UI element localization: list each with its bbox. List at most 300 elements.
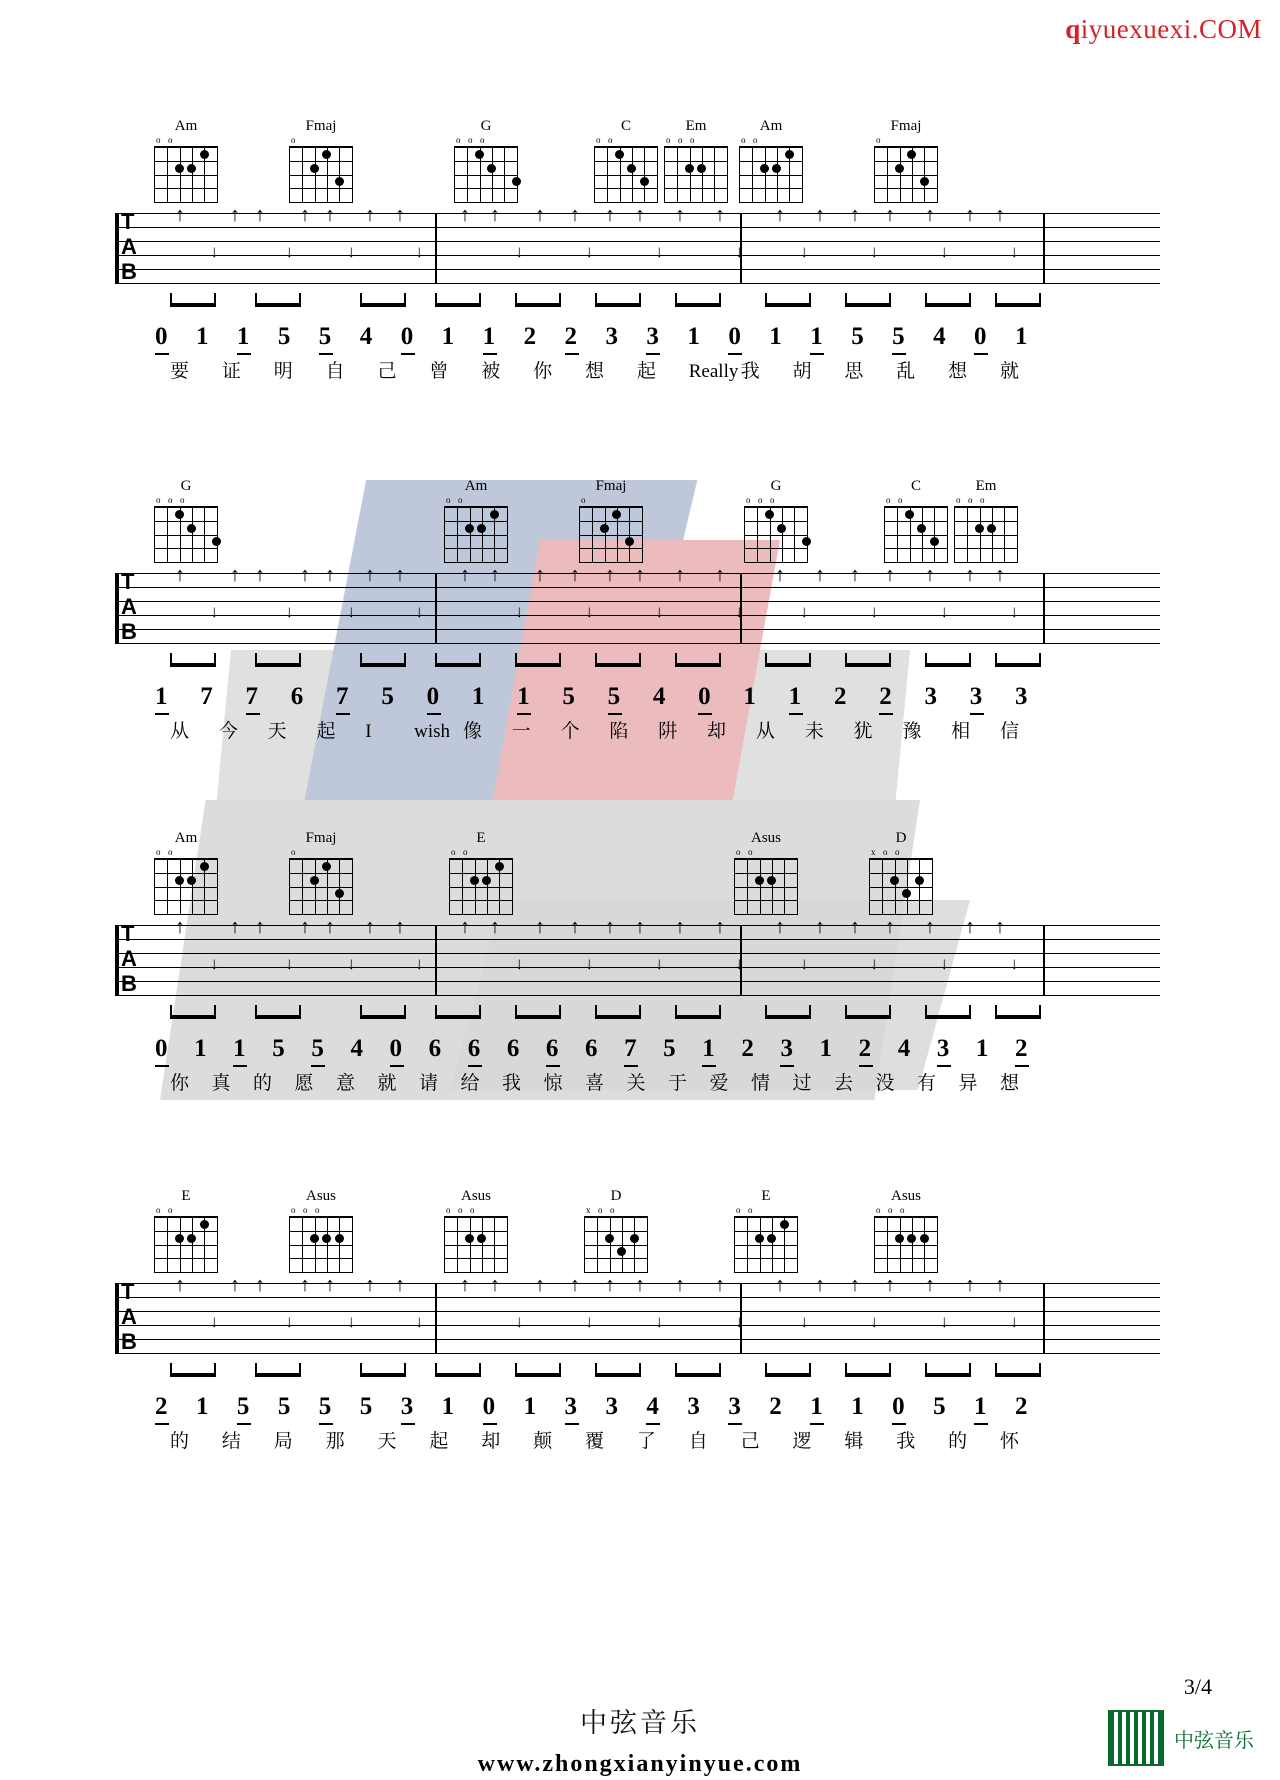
qr-label: 中弦音乐 <box>1174 1729 1254 1752</box>
strum-arrows: ↑ ↑ ↑ ↑ ↑ ↑ ↑ ↑ ↑ ↑ ↑ ↑ ↑ ↑ ↑ ↑ ↑ ↑ ↑ ↑ ↑ ↑ ↓ ↓ ↓ ↓ ↓ ↓ ↓ ↓ ↓ ↓ ↓ ↓ <box>175 1274 1019 1331</box>
melody-number: 5 <box>277 1393 291 1420</box>
chord-finger-dot <box>907 1234 916 1243</box>
chord-diagram-row <box>0 118 1280 213</box>
chord-diagram <box>440 478 512 563</box>
tab-clef-label: T A B <box>121 921 136 996</box>
chord-name: G <box>180 478 192 494</box>
lyric-syllable: 证 <box>221 361 241 382</box>
strum-arrows: ↑ ↑ ↑ ↑ ↑ ↑ ↑ ↑ ↑ ↑ ↑ ↑ ↑ ↑ ↑ ↑ ↑ ↑ ↑ ↑ ↑ ↑ ↓ ↓ ↓ ↓ ↓ ↓ ↓ ↓ ↓ ↓ ↓ ↓ <box>175 564 1019 621</box>
lyric-syllable: 起 <box>636 361 656 382</box>
chord-fretboard <box>744 506 808 563</box>
music-system <box>0 118 1280 395</box>
lyric-syllable: 阱 <box>658 721 678 742</box>
chord-finger-dot <box>907 150 916 159</box>
melody-number: 1 <box>482 323 496 350</box>
open-string-markers: o <box>291 847 296 857</box>
melody-number: 3 <box>969 683 983 710</box>
melody-number: 5 <box>607 683 621 710</box>
lyric-syllable: 被 <box>481 361 501 382</box>
lyric-row <box>115 721 1160 755</box>
lyric-syllable: 像 <box>462 721 482 742</box>
tab-staff <box>115 204 1160 297</box>
chord-fretboard <box>594 146 658 203</box>
chord-finger-dot <box>512 177 521 186</box>
chord-finger-dot <box>310 164 319 173</box>
chord-finger-dot <box>760 164 769 173</box>
lyric-syllable: 没 <box>875 1073 895 1094</box>
chord-finger-dot <box>617 1247 626 1256</box>
chord-finger-dot <box>465 524 474 533</box>
rhythm-beams <box>115 1367 1160 1389</box>
chord-name: Fmaj <box>595 478 627 494</box>
lyric-row <box>115 1073 1160 1107</box>
chord-finger-dot <box>605 1234 614 1243</box>
chord-finger-dot <box>310 876 319 885</box>
lyric-syllable: 明 <box>273 361 293 382</box>
chord-fretboard <box>734 1216 798 1273</box>
melody-number: 1 <box>851 1393 864 1420</box>
chord-finger-dot <box>200 150 209 159</box>
chord-diagram-row <box>0 1188 1280 1283</box>
lyric-row <box>115 361 1160 395</box>
melody-number: 5 <box>318 1393 332 1420</box>
melody-number: 6 <box>585 1035 598 1062</box>
chord-diagram-row <box>0 830 1280 925</box>
melody-number: 4 <box>897 1035 911 1062</box>
chord-finger-dot <box>905 510 914 519</box>
chord-name: D <box>610 1188 622 1204</box>
chord-finger-dot <box>475 150 484 159</box>
melody-number-row <box>115 319 1160 361</box>
chord-fretboard <box>584 1216 648 1273</box>
chord-finger-dot <box>322 1234 331 1243</box>
lyric-syllable: 喜 <box>585 1073 605 1094</box>
melody-number: 3 <box>728 1393 741 1420</box>
melody-number: 2 <box>1015 1035 1028 1062</box>
lyric-syllable: 局 <box>273 1431 293 1452</box>
chord-finger-dot <box>915 876 924 885</box>
lyric-syllable: 惊 <box>543 1073 563 1094</box>
chord-finger-dot <box>640 177 649 186</box>
open-string-markers: o o <box>886 495 903 505</box>
chord-name: Asus <box>460 1188 491 1204</box>
lyric-syllable: 己 <box>740 1431 760 1452</box>
melody-number: 2 <box>155 1393 168 1420</box>
melody-number: 2 <box>879 683 892 710</box>
melody-number: 1 <box>441 323 455 350</box>
chord-finger-dot <box>920 1234 929 1243</box>
chord-finger-dot <box>630 1234 639 1243</box>
chord-finger-dot <box>902 889 911 898</box>
lyric-syllable: 陷 <box>609 721 629 742</box>
chord-finger-dot <box>767 876 776 885</box>
melody-number: 2 <box>523 323 537 350</box>
melody-number: 1 <box>194 1035 207 1062</box>
lyric-syllable: 辑 <box>844 1431 864 1452</box>
chord-diagram <box>445 830 517 915</box>
chord-finger-dot <box>175 164 184 173</box>
chord-diagram <box>950 478 1022 563</box>
music-system <box>0 1188 1280 1465</box>
chord-diagram <box>735 118 807 203</box>
lyric-syllable: 天 <box>267 721 287 742</box>
chord-name: Am <box>464 478 488 494</box>
chord-finger-dot <box>200 862 209 871</box>
melody-number: 7 <box>624 1035 637 1062</box>
open-string-markers: o o <box>596 135 613 145</box>
strum-arrows: ↑ ↑ ↑ ↑ ↑ ↑ ↑ ↑ ↑ ↑ ↑ ↑ ↑ ↑ ↑ ↑ ↑ ↑ ↑ ↑ ↑ ↑ ↓ ↓ ↓ ↓ ↓ ↓ ↓ ↓ ↓ ↓ ↓ ↓ <box>175 916 1019 973</box>
melody-number: 3 <box>780 1035 793 1062</box>
melody-number: 3 <box>936 1035 950 1062</box>
chord-finger-dot <box>310 1234 319 1243</box>
chord-finger-dot <box>175 510 184 519</box>
chord-name: Am <box>759 118 783 134</box>
lyric-syllable: 就 <box>1000 361 1020 382</box>
chord-finger-dot <box>615 150 624 159</box>
chord-finger-dot <box>780 1220 789 1229</box>
lyric-syllable: 天 <box>377 1431 397 1452</box>
melody-number: 1 <box>810 323 823 350</box>
open-string-markers: o o <box>741 135 758 145</box>
lyric-syllable: I <box>365 721 372 742</box>
melody-number: 3 <box>564 1393 578 1420</box>
lyric-syllable: 逻 <box>792 1431 812 1452</box>
lyric-syllable: 我 <box>896 1431 916 1452</box>
lyric-syllable: 胡 <box>792 361 812 382</box>
chord-finger-dot <box>187 164 196 173</box>
chord-finger-dot <box>335 177 344 186</box>
melody-number: 2 <box>833 683 847 710</box>
lyric-syllable: 一 <box>511 721 531 742</box>
chord-finger-dot <box>487 164 496 173</box>
chord-finger-dot <box>772 164 781 173</box>
qr-block <box>1108 1710 1254 1766</box>
melody-number: 5 <box>381 683 394 710</box>
lyric-syllable: wish <box>414 721 451 742</box>
chord-name: G <box>480 118 492 134</box>
chord-fretboard <box>154 1216 218 1273</box>
lyric-syllable: 未 <box>804 721 824 742</box>
melody-number: 7 <box>200 683 213 710</box>
chord-finger-dot <box>697 164 706 173</box>
melody-number: 3 <box>687 1393 700 1420</box>
open-string-markers: o o o <box>876 1205 905 1215</box>
chord-diagram <box>880 478 952 563</box>
chord-finger-dot <box>322 862 331 871</box>
chord-name: E <box>181 1188 191 1204</box>
lyric-syllable: 你 <box>170 1073 190 1094</box>
lyric-syllable: 的 <box>948 1431 968 1452</box>
chord-finger-dot <box>175 1234 184 1243</box>
tab-clef-label: T A B <box>121 569 136 644</box>
chord-diagram <box>870 118 942 203</box>
chord-diagram <box>440 1188 512 1273</box>
melody-number: 4 <box>652 683 666 710</box>
rhythm-beams <box>115 297 1160 319</box>
chord-finger-dot <box>765 510 774 519</box>
chord-finger-dot <box>322 150 331 159</box>
melody-number: 6 <box>428 1035 442 1062</box>
melody-number: 0 <box>155 323 168 350</box>
melody-number: 3 <box>924 683 937 710</box>
chord-diagram <box>870 1188 942 1273</box>
chord-finger-dot <box>335 1234 344 1243</box>
chord-fretboard <box>869 858 933 915</box>
chord-finger-dot <box>987 524 996 533</box>
tab-clef-label: T A B <box>121 1279 136 1354</box>
page-number: 3/4 <box>1183 1674 1212 1699</box>
chord-name: Am <box>174 830 198 846</box>
melody-number: 5 <box>272 1035 285 1062</box>
chord-finger-dot <box>612 510 621 519</box>
lyric-syllable: 从 <box>755 721 775 742</box>
melody-number: 3 <box>605 1393 618 1420</box>
chord-finger-dot <box>200 1220 209 1229</box>
lyric-syllable: 信 <box>1000 721 1020 742</box>
open-string-markers: o o o <box>666 135 695 145</box>
tab-staff <box>115 916 1160 1009</box>
melody-number: 5 <box>359 1393 373 1420</box>
lyric-syllable: 个 <box>560 721 580 742</box>
footer-brand: 中弦音乐 <box>580 1708 700 1738</box>
chord-finger-dot <box>920 177 929 186</box>
lyric-syllable: 怀 <box>1000 1431 1020 1452</box>
lyric-syllable: 请 <box>419 1073 439 1094</box>
open-string-markers: o o o <box>956 495 985 505</box>
open-string-markers: o o <box>156 135 173 145</box>
lyric-syllable: 去 <box>834 1073 854 1094</box>
chord-name: E <box>476 830 486 846</box>
melody-number: 5 <box>892 323 905 350</box>
lyric-syllable: 给 <box>460 1073 480 1094</box>
melody-number: 0 <box>974 323 987 350</box>
open-string-markers: o <box>876 135 881 145</box>
open-string-markers: x o o <box>871 847 900 857</box>
open-string-markers: o o <box>451 847 468 857</box>
chord-diagram-row <box>0 478 1280 573</box>
music-system <box>0 478 1280 755</box>
lyric-syllable: 有 <box>917 1073 937 1094</box>
chord-fretboard <box>289 146 353 203</box>
site-watermark <box>1065 14 1262 45</box>
chord-fretboard <box>664 146 728 203</box>
chord-finger-dot <box>600 524 609 533</box>
melody-number: 3 <box>605 323 618 350</box>
chord-diagram <box>150 830 222 915</box>
open-string-markers: o o <box>736 847 753 857</box>
lyric-syllable: 覆 <box>585 1431 605 1452</box>
open-string-markers: o <box>581 495 586 505</box>
lyric-syllable: 异 <box>958 1073 978 1094</box>
melody-number: 5 <box>236 1393 250 1420</box>
chord-name: Asus <box>890 1188 921 1204</box>
strum-arrows: ↑ ↑ ↑ ↑ ↑ ↑ ↑ ↑ ↑ ↑ ↑ ↑ ↑ ↑ ↑ ↑ ↑ ↑ ↑ ↑ ↑ ↑ ↓ ↓ ↓ ↓ ↓ ↓ ↓ ↓ ↓ ↓ ↓ ↓ <box>175 204 1019 261</box>
chord-fretboard <box>154 146 218 203</box>
melody-number: 2 <box>1015 1393 1028 1420</box>
chord-name: C <box>910 478 921 494</box>
melody-number: 4 <box>933 323 946 350</box>
chord-fretboard <box>884 506 948 563</box>
chord-fretboard <box>444 1216 508 1273</box>
chord-name: Em <box>685 118 707 134</box>
open-string-markers: o o <box>736 1205 753 1215</box>
melody-number: 1 <box>974 1393 987 1420</box>
chord-name: C <box>620 118 631 134</box>
lyric-syllable: 想 <box>585 361 605 382</box>
open-string-markers: o o <box>156 1205 173 1215</box>
chord-finger-dot <box>895 164 904 173</box>
chord-fretboard <box>289 858 353 915</box>
chord-diagram <box>150 478 222 563</box>
melody-number: 3 <box>400 1393 414 1420</box>
lyric-syllable: 起 <box>316 721 336 742</box>
melody-number: 5 <box>318 323 332 350</box>
melody-number: 5 <box>933 1393 946 1420</box>
melody-number: 0 <box>426 683 440 710</box>
chord-fretboard <box>954 506 1018 563</box>
chord-name: D <box>895 830 907 846</box>
chord-diagram <box>285 118 357 203</box>
tab-staff <box>115 564 1160 657</box>
melody-number: 1 <box>471 683 485 710</box>
chord-finger-dot <box>627 164 636 173</box>
lyric-syllable: 乱 <box>896 361 916 382</box>
open-string-markers: o <box>291 135 296 145</box>
chord-diagram <box>285 1188 357 1273</box>
chord-fretboard <box>154 506 218 563</box>
lyric-syllable: 颠 <box>533 1431 553 1452</box>
lyric-syllable: 了 <box>636 1431 656 1452</box>
tab-staff <box>115 1274 1160 1367</box>
lyric-syllable: 我 <box>740 361 760 382</box>
chord-diagram <box>285 830 357 915</box>
chord-diagram <box>865 830 937 915</box>
tab-clef-label: T A B <box>121 209 136 284</box>
melody-number: 1 <box>687 323 700 350</box>
open-string-markers: o o <box>156 847 173 857</box>
lyric-row <box>115 1431 1160 1465</box>
melody-number: 6 <box>506 1035 520 1062</box>
chord-fretboard <box>444 506 508 563</box>
lyric-syllable: 我 <box>502 1073 522 1094</box>
melody-number: 2 <box>769 1393 782 1420</box>
chord-finger-dot <box>187 876 196 885</box>
melody-number: 1 <box>788 683 802 710</box>
chord-diagram <box>150 118 222 203</box>
chord-finger-dot <box>685 164 694 173</box>
lyric-syllable: 过 <box>792 1073 812 1094</box>
chord-finger-dot <box>755 1234 764 1243</box>
lyric-syllable: 结 <box>221 1431 241 1452</box>
chord-finger-dot <box>625 537 634 546</box>
melody-number: 5 <box>562 683 575 710</box>
chord-finger-dot <box>477 1234 486 1243</box>
chord-diagram <box>660 118 732 203</box>
lyric-syllable: 要 <box>170 361 190 382</box>
lyric-syllable: 相 <box>951 721 971 742</box>
chord-finger-dot <box>187 1234 196 1243</box>
melody-number: 2 <box>564 323 578 350</box>
lyric-syllable: 思 <box>844 361 864 382</box>
chord-diagram <box>740 478 812 563</box>
chord-name: E <box>761 1188 771 1204</box>
chord-finger-dot <box>495 862 504 871</box>
chord-diagram <box>730 1188 802 1273</box>
chord-finger-dot <box>482 876 491 885</box>
melody-number: 1 <box>236 323 250 350</box>
melody-number: 1 <box>810 1393 823 1420</box>
lyric-syllable: 的 <box>170 1431 190 1452</box>
chord-name: Fmaj <box>890 118 922 134</box>
chord-diagram <box>575 478 647 563</box>
melody-number: 1 <box>441 1393 455 1420</box>
lyric-syllable: 真 <box>211 1073 231 1094</box>
lyric-syllable: 你 <box>533 361 553 382</box>
melody-number: 0 <box>400 323 414 350</box>
open-string-markers: o o o <box>456 135 485 145</box>
melody-number: 0 <box>698 683 711 710</box>
chord-diagram <box>450 118 522 203</box>
lyric-syllable: Really <box>688 361 739 382</box>
lyric-syllable: 曾 <box>429 361 449 382</box>
melody-number-row <box>115 1031 1160 1073</box>
chord-finger-dot <box>975 524 984 533</box>
chord-fretboard <box>289 1216 353 1273</box>
lyric-syllable: 那 <box>325 1431 345 1452</box>
chord-fretboard <box>579 506 643 563</box>
melody-number: 0 <box>728 323 741 350</box>
lyric-syllable: 豫 <box>902 721 922 742</box>
melody-number: 1 <box>155 683 168 710</box>
chord-name: Fmaj <box>305 118 337 134</box>
chord-finger-dot <box>212 537 221 546</box>
chord-finger-dot <box>175 876 184 885</box>
melody-number: 1 <box>743 683 756 710</box>
chord-finger-dot <box>767 1234 776 1243</box>
melody-number: 1 <box>233 1035 246 1062</box>
rhythm-beams <box>115 657 1160 679</box>
lyric-syllable: 从 <box>170 721 190 742</box>
melody-number: 6 <box>467 1035 481 1062</box>
watermark-rest: iyuexuexi.COM <box>1080 14 1262 44</box>
chord-diagram <box>150 1188 222 1273</box>
lyric-syllable: 于 <box>668 1073 688 1094</box>
chord-finger-dot <box>785 150 794 159</box>
chord-finger-dot <box>777 524 786 533</box>
chord-finger-dot <box>490 510 499 519</box>
chord-finger-dot <box>187 524 196 533</box>
melody-number: 0 <box>389 1035 403 1062</box>
melody-number: 1 <box>523 1393 537 1420</box>
melody-number: 3 <box>646 323 659 350</box>
melody-number: 7 <box>336 683 349 710</box>
qr-code-icon <box>1108 1710 1164 1766</box>
melody-number: 5 <box>277 323 291 350</box>
chord-name: Fmaj <box>305 830 337 846</box>
chord-fretboard <box>454 146 518 203</box>
chord-name: Asus <box>750 830 781 846</box>
lyric-syllable: 关 <box>626 1073 646 1094</box>
melody-number: 4 <box>359 323 373 350</box>
chord-finger-dot <box>930 537 939 546</box>
melody-number: 2 <box>858 1035 872 1062</box>
melody-number: 1 <box>195 323 209 350</box>
lyric-syllable: 今 <box>218 721 238 742</box>
rhythm-beams <box>115 1009 1160 1031</box>
chord-diagram <box>590 118 662 203</box>
lyric-syllable: 自 <box>688 1431 708 1452</box>
chord-diagram <box>730 830 802 915</box>
